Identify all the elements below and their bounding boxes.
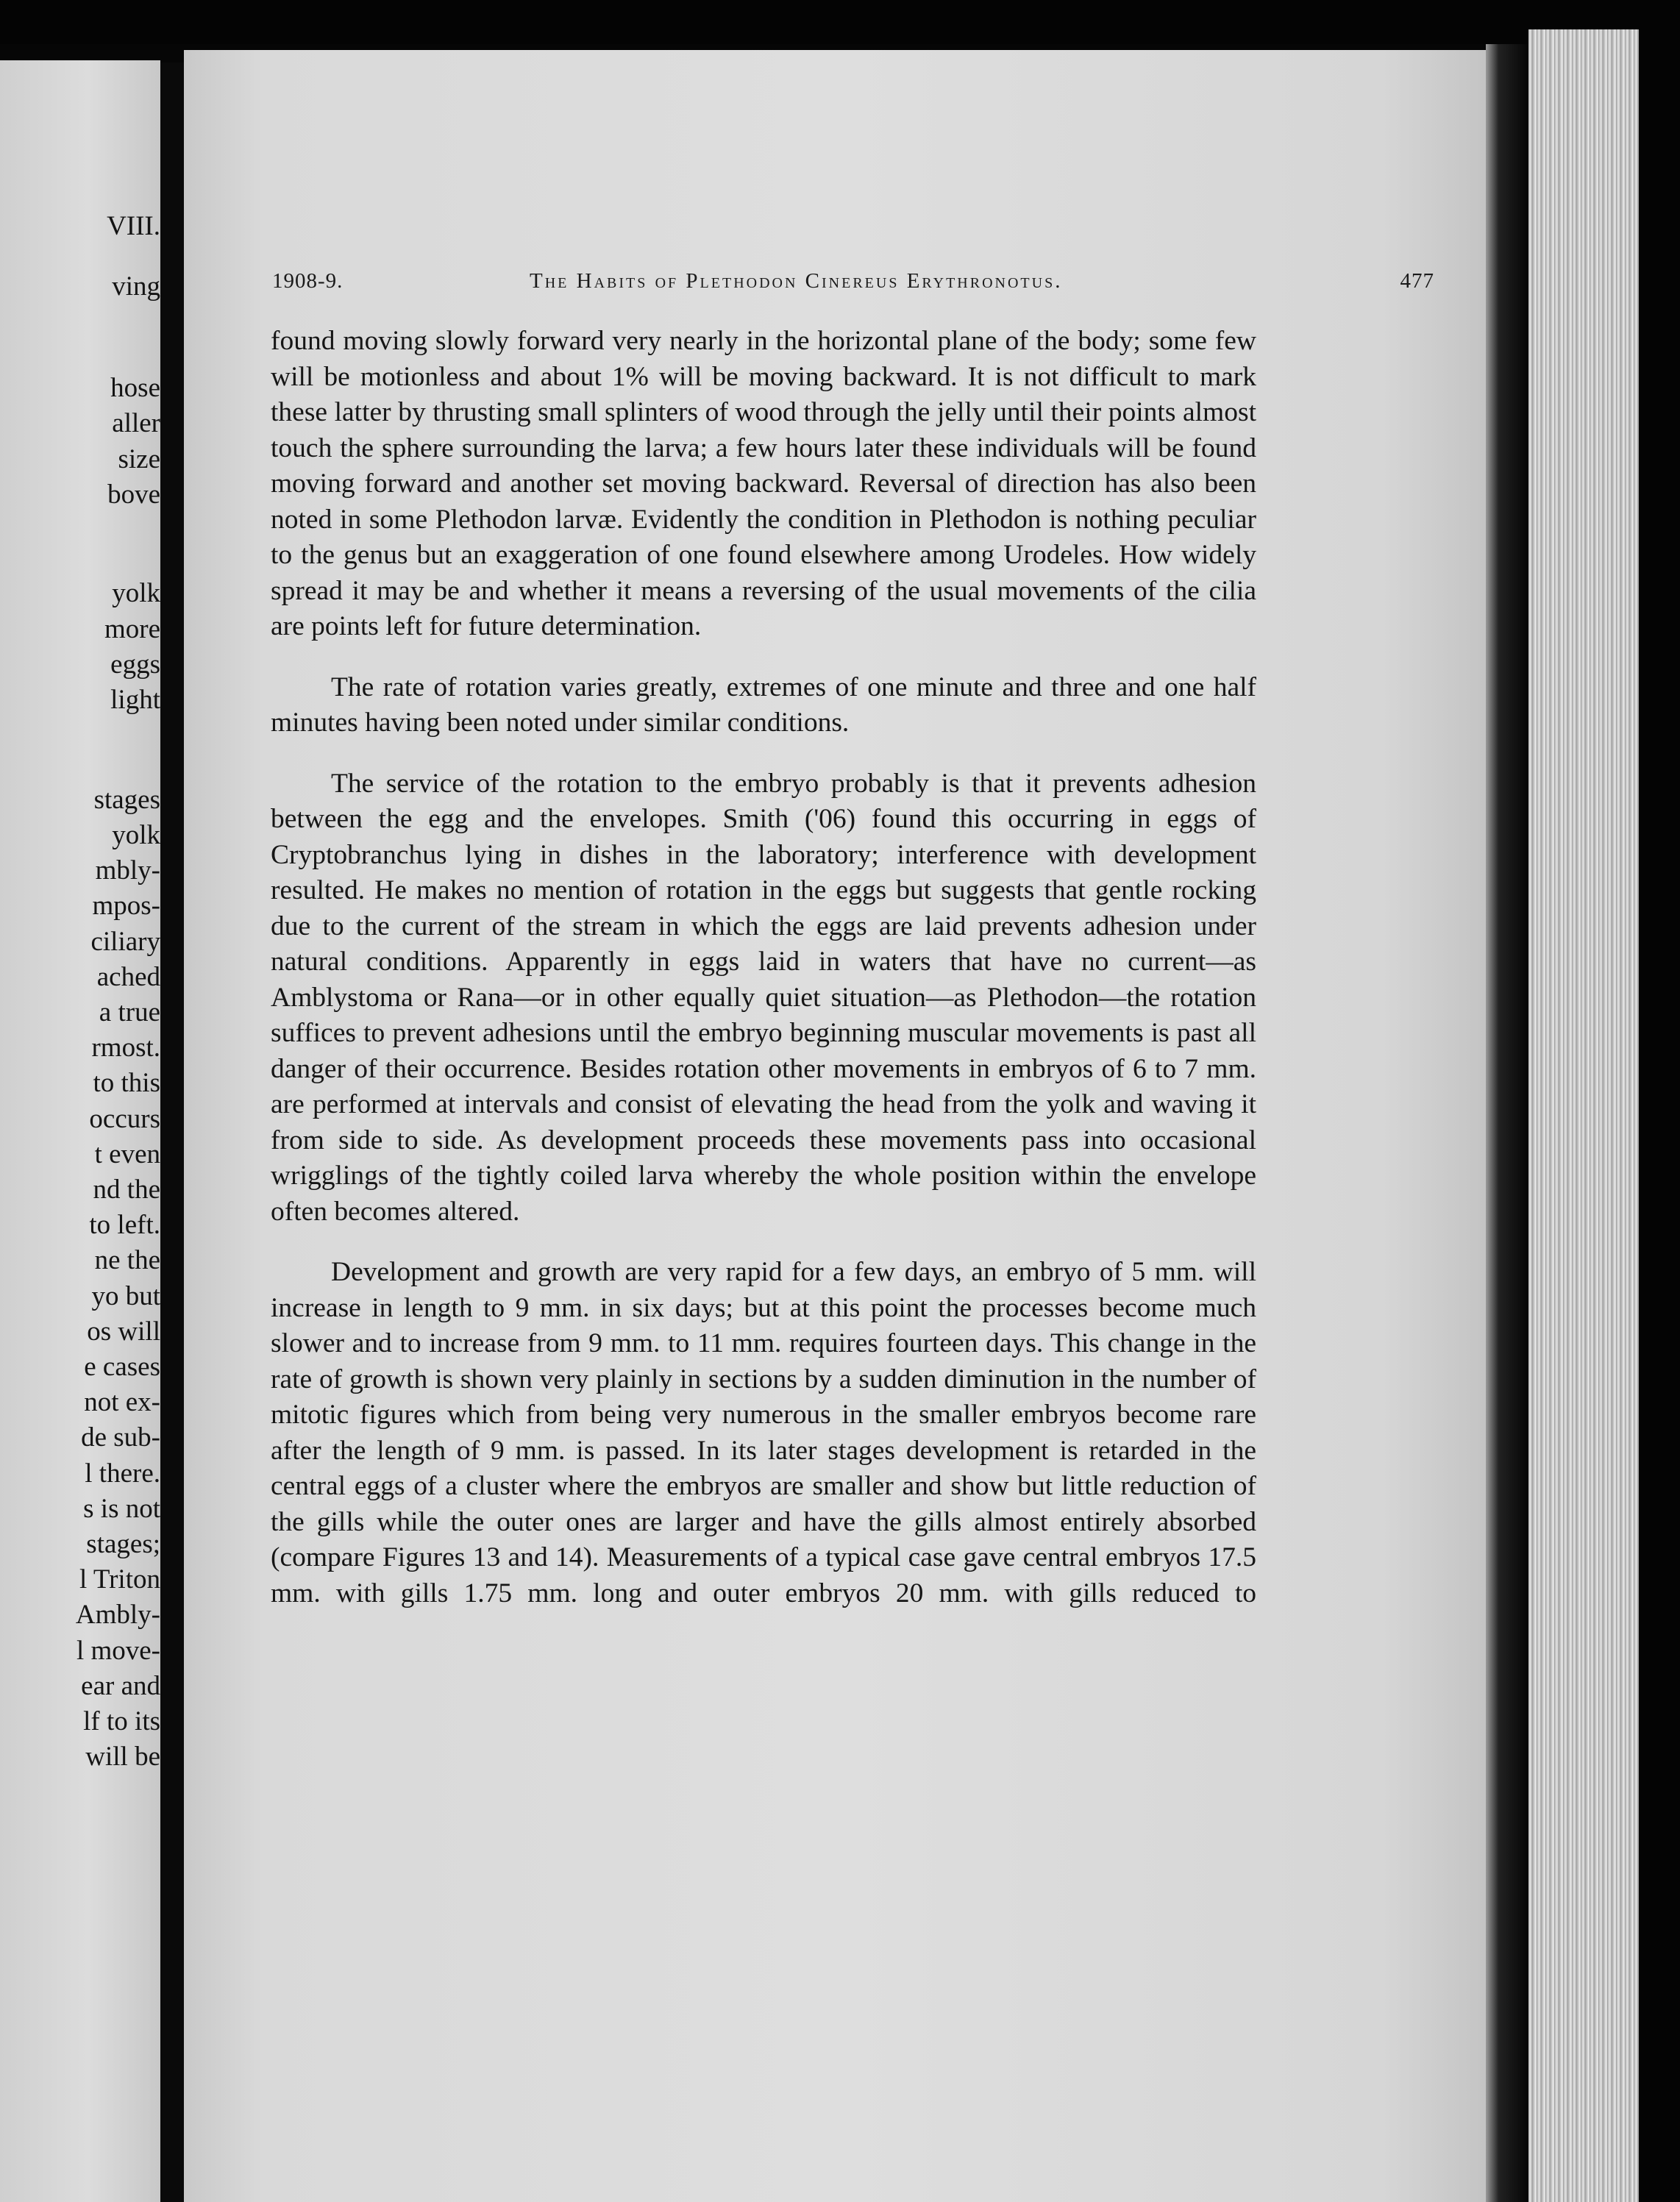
left-page-line-fragment: to left. [89,1210,160,1240]
left-page-line-fragment: lf to its [83,1706,160,1736]
left-page-line-fragment: will be [85,1742,160,1772]
left-page-line-fragment: aller [112,408,160,438]
paragraph-rotation-service: The service of the rotation to the embryo probably is that it prevents adhesion between the egg and the envelopes. Smith ('06) found this occurring in eggs of Cryptobranchus lying in dishes in the laboratory; interference with development resulted. He makes no mention of rotation in the eggs but suggests that gentle rocking due to the current of the stream in which the eggs are laid prevents adhesion under natural conditions. Apparently in eggs laid in waters that have no current—as Amblystoma or Rana—or in other equally quiet situation—as Plethodon—the rotation suffices to prevent adhesions until the embryo beginning muscular movements is past all danger of their occurrence. Besides rotation other movements in embryos of 6 to 7 mm. are performed at intervals and consist of elevating the head from the yolk and waving it from side to side. As development proceeds these movements pass into occasional wrigglings of the tightly coiled larva whereby the whole position within the envelope often becomes altered. [271,768,1256,1227]
left-page-line-fragment: stages; [86,1529,160,1559]
paragraph-continued: found moving slowly forward very nearly in the horizontal plane of the body; some few will be motionless and about 1% will be moving backward. It is not difficult to mark these latter by thrusting small splinters of wood through the jelly until their points almost touch the sphere surrounding the larva; a few hours later these individuals will be found moving forward and another set moving backward. Reversal of direction has also been noted in some Plethodon larvæ. Evidently the condition in Plethodon is nothing peculiar to the genus but an exaggeration of one found elsewhere among Urodeles. How widely spread it may be and whether it means a reversing of the usual movements of the cilia are points left for future determination. [271,326,1256,641]
left-page-line-fragment: size [118,444,160,474]
left-page-line-fragment: t even [94,1139,160,1169]
left-page-line-fragment: nd the [93,1175,160,1205]
left-page-line-fragment: to this [93,1068,160,1098]
left-page-text-fragments [0,60,160,2202]
book-gutter [160,63,184,2202]
page-number: 477 [1400,269,1434,293]
running-head [272,269,1434,302]
page-edge-shadow [1486,44,1528,2202]
left-page-line-fragment: ne the [94,1245,160,1275]
left-facing-page [0,60,160,2202]
book-page [184,50,1486,2202]
left-page-line-fragment: a true [99,997,160,1027]
scan-background-right [1639,0,1680,2202]
paragraph-development-growth: Development and growth are very rapid for a few days, an embryo of 5 mm. will increase in length to 9 mm. in six days; but at this point the processes become much slower and to increase from 9 mm. to 11 mm. requires fourteen days. This change in the rate of growth is shown very plainly in sections by a sudden diminution in the number of mitotic figures which from being very numerous in the smaller embryos become rare after the length of 9 mm. is passed. In its later stages development is retarded in the central eggs of a cluster where the embryos are smaller and show but little reduction of the gills while the outer ones are larger and have the gills almost entirely absorbed (compare Figures 13 and 14). Measurements of a typical case gave central embryos 17.5 mm. with gills 1.75 mm. long and outer embryos 20 mm. with gills reduced to [271,1257,1256,1608]
left-page-line-fragment: ving [112,271,160,302]
left-page-line-fragment: Ambly- [75,1600,160,1630]
paragraph-rotation-rate: The rate of rotation varies greatly, extremes of one minute and three and one half minutes having been noted under similar conditions. [271,671,1256,738]
left-page-line-fragment: e cases [84,1352,160,1382]
left-page-line-fragment: light [110,685,160,715]
left-page-line-fragment: hose [110,373,160,403]
left-page-line-fragment: s is not [83,1494,160,1524]
left-page-line-fragment: more [104,614,160,644]
page-body [271,324,1256,1611]
left-page-line-fragment: occurs [89,1104,160,1134]
left-page-line-fragment: ached [96,962,160,992]
left-page-line-fragment: ciliary [90,927,160,957]
left-page-line-fragment: eggs [110,649,160,680]
left-page-line-fragment: os will [87,1316,160,1347]
left-page-line-fragment: l there. [85,1458,160,1489]
left-page-line-fragment: not ex- [84,1387,160,1417]
running-head-title: The Habits of Plethodon Cinereus Erythronotus. [530,269,1063,293]
left-page-line-fragment: VIII. [107,211,160,241]
left-page-line-fragment: yolk [112,578,160,608]
left-page-line-fragment: l move- [76,1636,160,1666]
running-head-year: 1908-9. [272,269,344,293]
scan-background [0,0,1680,44]
left-page-line-fragment: yolk [112,820,160,850]
left-page-line-fragment: yo but [91,1281,160,1311]
left-page-line-fragment: l Triton [79,1564,160,1595]
left-page-line-fragment: rmost. [91,1033,160,1063]
left-page-line-fragment: mpos- [92,891,160,921]
page-stack-edges [1528,29,1639,2202]
left-page-line-fragment: bove [107,480,160,510]
left-page-line-fragment: mbly- [95,855,160,886]
left-page-line-fragment: stages [93,785,160,815]
left-page-line-fragment: de sub- [81,1422,160,1453]
left-page-line-fragment: ear and [81,1671,160,1701]
